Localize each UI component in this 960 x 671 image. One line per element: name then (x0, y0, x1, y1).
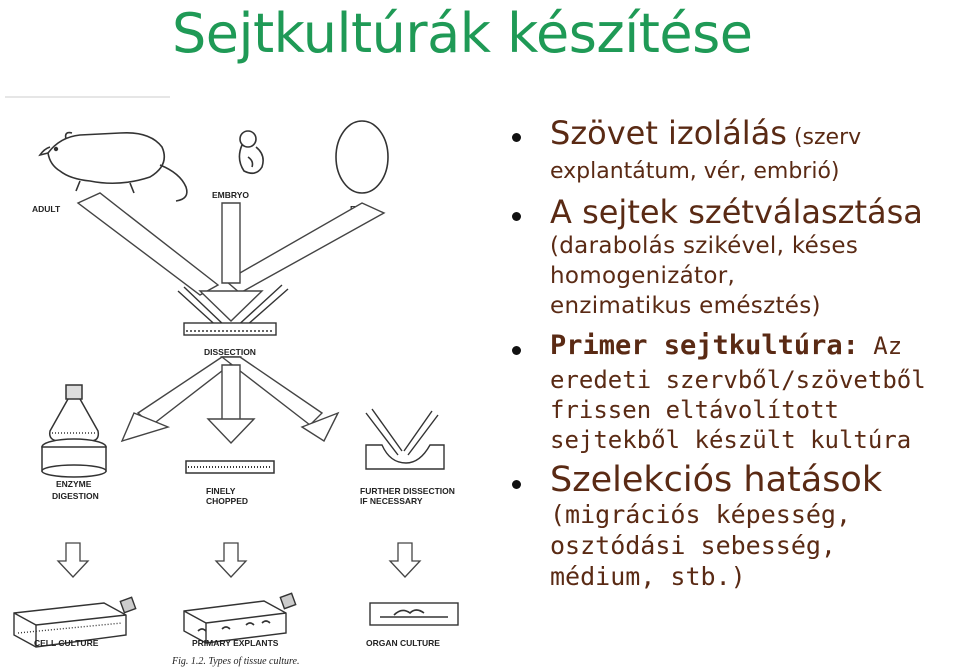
bullet-dot (512, 133, 521, 142)
bullet-line: enzimatikus emésztés) (550, 293, 821, 319)
label-further: FURTHER DISSECTION (360, 486, 455, 496)
bullet-item (512, 327, 957, 455)
egg-icon (336, 121, 388, 193)
bullet-head: Primer sejtkultúra: (550, 330, 859, 361)
diverge-arrows (122, 357, 338, 443)
tissue-culture-diagram (0, 95, 470, 671)
bullet-dot (512, 346, 521, 355)
bullet-head: A sejtek szétválasztása (550, 193, 923, 231)
bullet-line: (migrációs képesség, (550, 500, 852, 529)
bullet-line: eredeti szervből/szövetből (550, 366, 926, 394)
label-primary-explants: PRIMARY EXPLANTS (192, 638, 279, 648)
adult-mouse-icon (40, 133, 187, 201)
label-if-necessary: IF NECESSARY (360, 496, 423, 506)
label-cell-culture: CELL CULTURE (34, 638, 99, 648)
converge-arrows (78, 193, 384, 321)
label-enzyme: ENZYME (56, 479, 92, 489)
bullet-head: Szövet izolálás (550, 114, 787, 152)
bullet-dot (512, 480, 521, 489)
primary-explants-flask-icon (184, 593, 296, 643)
label-dissection: DISSECTION (204, 347, 256, 357)
enzyme-flask-icon (42, 385, 106, 477)
label-chopped: CHOPPED (206, 496, 249, 506)
further-dissection-icon (366, 409, 444, 469)
bullet-line: (darabolás szikével, késes (550, 233, 859, 259)
label-embryo: EMBRYO (212, 190, 249, 200)
bullet-head-suffix: (szerv (786, 125, 862, 150)
bullet-item (512, 193, 957, 321)
bullet-head-suffix: Az (858, 332, 903, 360)
embryo-icon (239, 131, 263, 173)
chopped-dish-icon (186, 461, 274, 473)
label-digestion: DIGESTION (52, 491, 99, 501)
bullet-dot (512, 212, 521, 221)
organ-culture-dish-icon (370, 603, 458, 625)
bullet-head: Szelekciós hatások (550, 460, 883, 500)
page-title: Sejtkultúrák készítése (172, 2, 753, 65)
bullet-line: homogenizátor, (550, 263, 736, 289)
bullet-line: sejtekből készült kultúra (550, 426, 912, 454)
bullet-item (512, 114, 957, 187)
bullet-line: osztódási sebesség, (550, 531, 836, 560)
bullet-line: frissen eltávolított (550, 396, 839, 424)
down-arrows (58, 543, 420, 577)
label-adult: ADULT (32, 204, 61, 214)
bullet-line: explantátum, vér, embrió) (550, 159, 840, 184)
bullet-list (512, 114, 957, 598)
bullet-line: médium, stb.) (550, 562, 746, 591)
bullet-item (512, 461, 957, 592)
label-finely: FINELY (206, 486, 236, 496)
label-organ-culture: ORGAN CULTURE (366, 638, 440, 648)
figure-caption: Fig. 1.2. Types of tissue culture. (172, 656, 300, 667)
